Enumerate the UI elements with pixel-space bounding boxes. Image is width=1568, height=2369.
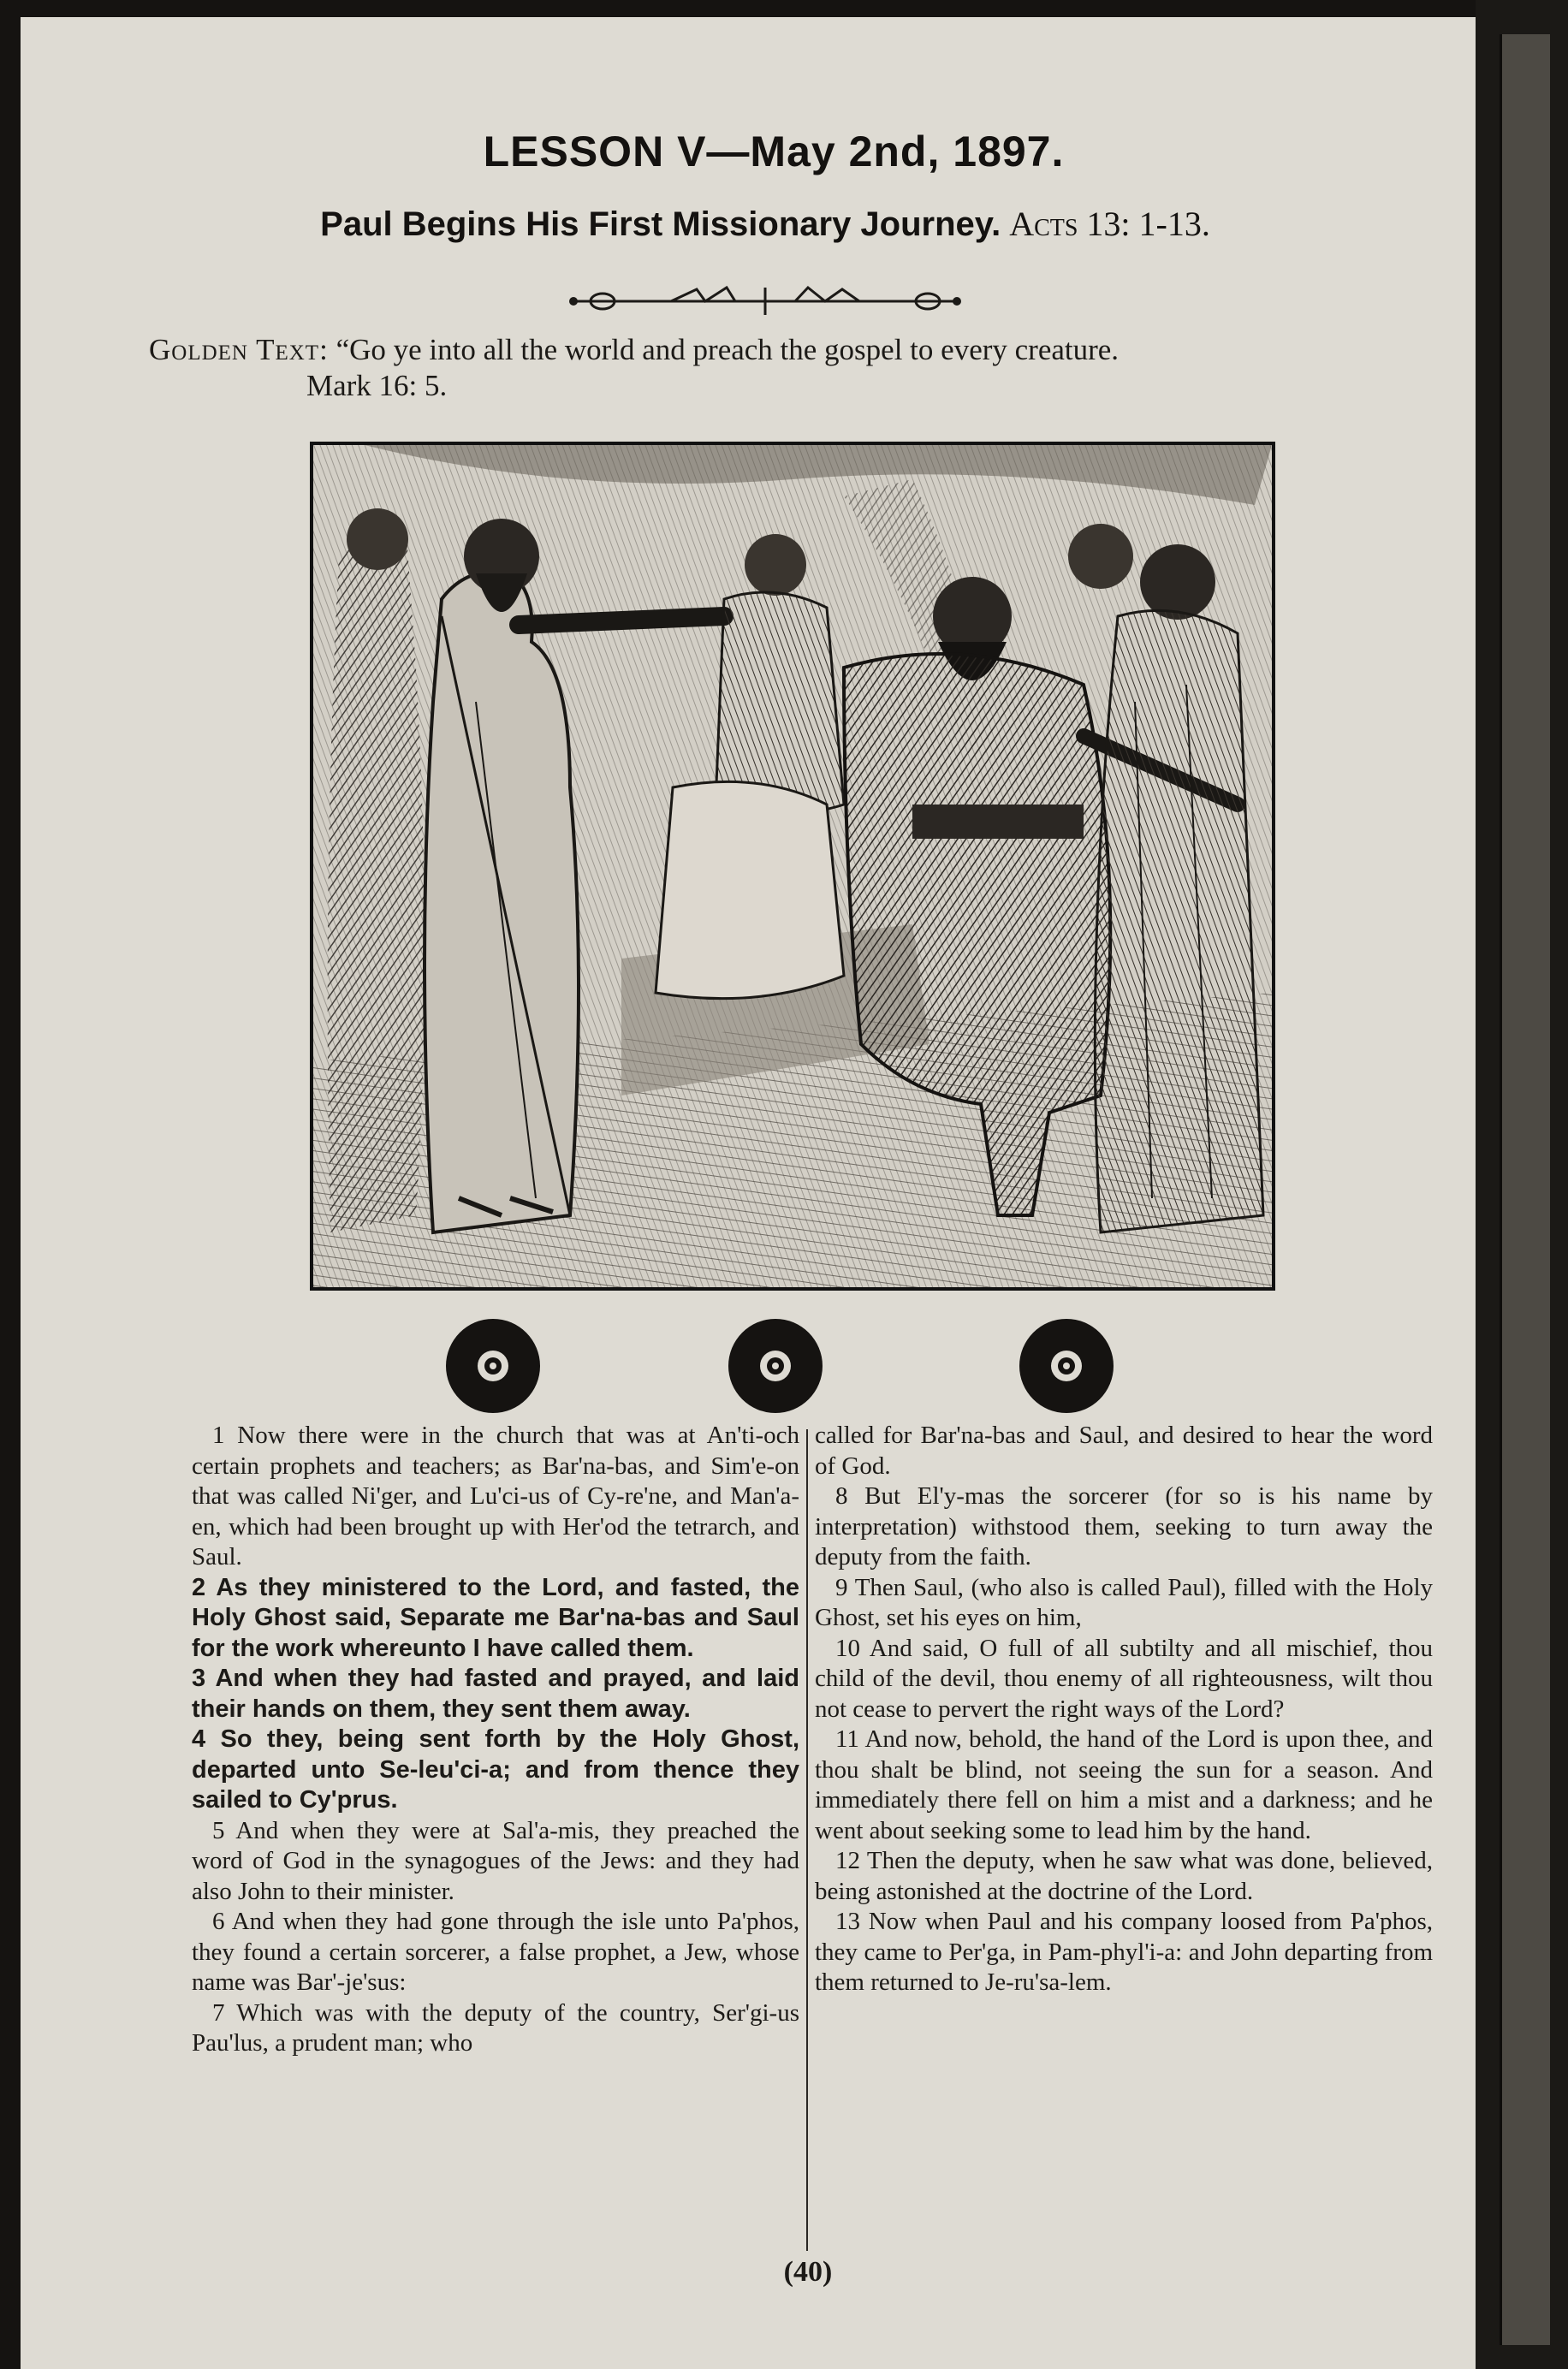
verse-7-continued: called for Bar'na-bas and Saul, and desired to hear the word of God. bbox=[815, 1422, 1433, 1480]
verse-2: 2 As they ministered to the Lord, and fasted, the Holy Ghost said, Separate me Bar'na-bas and Saul for the work whereunto I have called them. bbox=[192, 1573, 799, 1662]
engraving-paul-rebukes-elymas bbox=[313, 445, 1272, 1287]
verse-1: 1 Now there were in the church that was at An'ti-och certain prophets and teachers; as Bar'na-bas, and Sim'e-on that was called Ni'ger, and Lu'ci-us of Cy-re'ne, and Man'a-en, which had been brought up with Her'od the tetrarch, and Saul. bbox=[192, 1422, 799, 1570]
golden-text bbox=[149, 332, 1416, 404]
verse-6: 6 And when they had gone through the isle unto Pa'phos, they found a certain sorcerer, a false prophet, a Jew, whose name was Bar'-je'sus: bbox=[192, 1908, 799, 1996]
book-page bbox=[21, 17, 1476, 2369]
golden-text-label: Golden Text: bbox=[149, 333, 329, 366]
verse-7: 7 Which was with the deputy of the country, Ser'gi-us Pau'lus, a prudent man; who bbox=[192, 1998, 799, 2057]
ornament-divider bbox=[568, 284, 962, 318]
lesson-illustration bbox=[310, 442, 1275, 1291]
decorative-disc-center bbox=[728, 1318, 823, 1414]
verse-4: 4 So they, being sent forth by the Holy Ghost, departed unto Se-leu'ci-a; and from thence they sailed to Cy'prus. bbox=[192, 1725, 799, 1814]
verse-5: 5 And when they were at Sal'a-mis, they preached the word of God in the synagogues of the Jews: and they had also John to their minister. bbox=[192, 1816, 799, 1905]
lesson-subtitle: Paul Begins His First Missionary Journey. bbox=[320, 205, 1001, 243]
text-column-right bbox=[815, 1421, 1433, 1998]
scripture-text bbox=[192, 1421, 1433, 2277]
decorative-disc-left bbox=[445, 1318, 541, 1414]
verse-3: 3 And when they had fasted and prayed, and laid their hands on them, they sent them away. bbox=[192, 1665, 799, 1723]
verse-11: 11 And now, behold, the hand of the Lord is upon thee, and thou shalt be blind, not seeing the sun for a season. And immediately there fell on him a mist and a darkness; and he went about seeking some to lead him by the hand. bbox=[815, 1725, 1433, 1844]
verse-9: 9 Then Saul, (who also is called Paul), filled with the Holy Ghost, set his eyes on him, bbox=[815, 1573, 1433, 1631]
golden-text-reference: Mark 16: 5. bbox=[306, 369, 448, 402]
adjacent-page-strip bbox=[1500, 34, 1550, 2345]
decorative-disc-right bbox=[1019, 1318, 1114, 1414]
scripture-reference: Acts 13: 1-13. bbox=[1009, 205, 1210, 243]
verse-8: 8 But El'y-mas the sorcerer (for so is his name by interpretation) withstood them, seeking to turn away the deputy from the faith. bbox=[815, 1482, 1433, 1570]
golden-text-quote: “Go ye into all the world and preach the gospel to every creature. bbox=[336, 333, 1120, 366]
page-number: (40) bbox=[783, 2256, 833, 2288]
verse-10: 10 And said, O full of all subtilty and all mischief, thou child of the devil, thou enemy of all righteousness, wilt thou not cease to pervert the right ways of the Lord? bbox=[815, 1634, 1433, 1723]
lesson-title: LESSON V—May 2nd, 1897. bbox=[483, 128, 1065, 175]
column-divider bbox=[806, 1429, 808, 2251]
text-column-left bbox=[192, 1421, 799, 2059]
verse-13: 13 Now when Paul and his company loosed from Pa'phos, they came to Per'ga, in Pam-phyl'i-a: and John departing from them returned to Je-ru'sa-lem. bbox=[815, 1908, 1433, 1996]
verse-12: 12 Then the deputy, when he saw what was done, believed, being astonished at the doctrine of the Lord. bbox=[815, 1847, 1433, 1905]
lesson-subtitle-line bbox=[200, 204, 1330, 244]
